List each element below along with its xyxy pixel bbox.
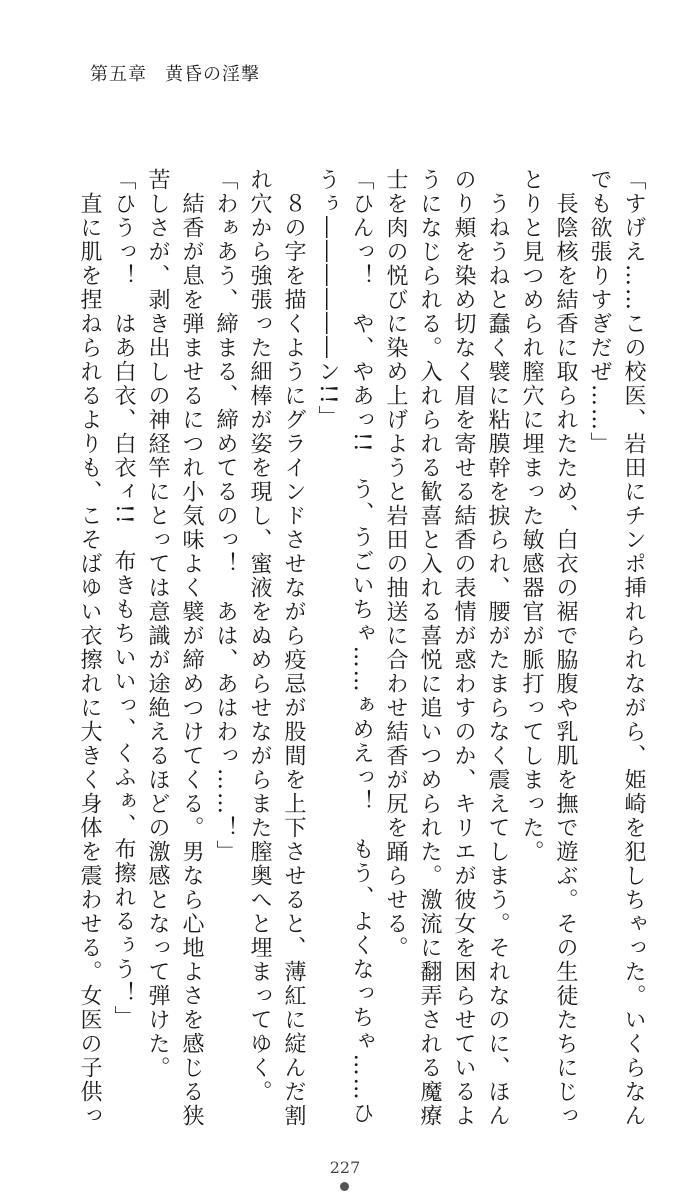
- text-line: うぅ――――――ン!!」: [315, 168, 340, 430]
- text-line: ８の字を描くようにグラインドさせながら疫忌が股間を上下させると、薄紅に綻んだ割: [281, 168, 306, 1128]
- text-line: でも欲張りすぎだぜ……」: [587, 168, 612, 456]
- text-line: うになじられる。入れられる歓喜と入れる喜悦に追いつめられた。激流に翻弄される魔療: [417, 168, 442, 1128]
- text-line: のり頬を染め切なく眉を寄せる結香の表情が惑わすのか、キリエが彼女を困らせているよ: [451, 168, 476, 1128]
- running-head: [90, 60, 260, 86]
- text-line: 長陰核を結香に取られたため、白衣の裾で脇腹や乳肌を撫で遊ぶ。その生徒たちにじっ: [553, 168, 578, 1128]
- chapter-number: 第五章: [90, 64, 147, 85]
- text-line: 「ひんっ！ や、やあっ!! う、うごいちゃ……ぁめえっ！ もう、よくなっちゃ……ひ: [349, 168, 374, 1126]
- text-line: うねうねと蠢く襞に粘膜幹を捩られ、腰がたまらなく震えてしまう。それなのに、ほん: [485, 168, 510, 1128]
- chapter-title: 黄昏の淫撃: [165, 64, 260, 85]
- page-number: 227: [329, 1158, 361, 1177]
- text-line: 士を肉の悦びに染め上げようと岩田の抽送に合わせ結香が尻を踊らせる。: [383, 168, 408, 960]
- body-text: [77, 168, 650, 1128]
- text-line: 苦しさが、剥き出しの神経竿にとっては意識が途絶えるほどの激感となって弾けた。: [145, 168, 170, 1080]
- text-line: れ穴から強張った細棒が姿を現し、蜜液をぬめらせながらまた膣奥へと埋まってゆく。: [247, 168, 272, 1104]
- text-line: 結香が息を弾ませるにつれ小気味よく襞が締めつけてくる。男なら心地よさを感じる狭: [179, 168, 204, 1128]
- text-line: 「わぁあう、締まる、締めてるのっ！ あは、あはわっ……！」: [213, 168, 238, 864]
- folio-dot-ornament: [340, 1182, 349, 1191]
- text-line: 「すげえ……この校医、岩田にチンポ挿れられながら、姫崎を犯しちゃった。いくらなん: [621, 168, 646, 1128]
- text-line: 直に肌を捏ねられるよりも、こそばゆい衣擦れに大きく身体を震わせる。女医の子供っ: [77, 168, 102, 1128]
- text-line: 「ひうっ！ はあ白衣、白衣ィ!! 布きもちいいっ、くふぁ、布擦れるぅう！」: [111, 168, 136, 1030]
- text-line: とりと見つめられ膣穴に埋まった敏感器官が脈打ってしまった。: [519, 168, 544, 864]
